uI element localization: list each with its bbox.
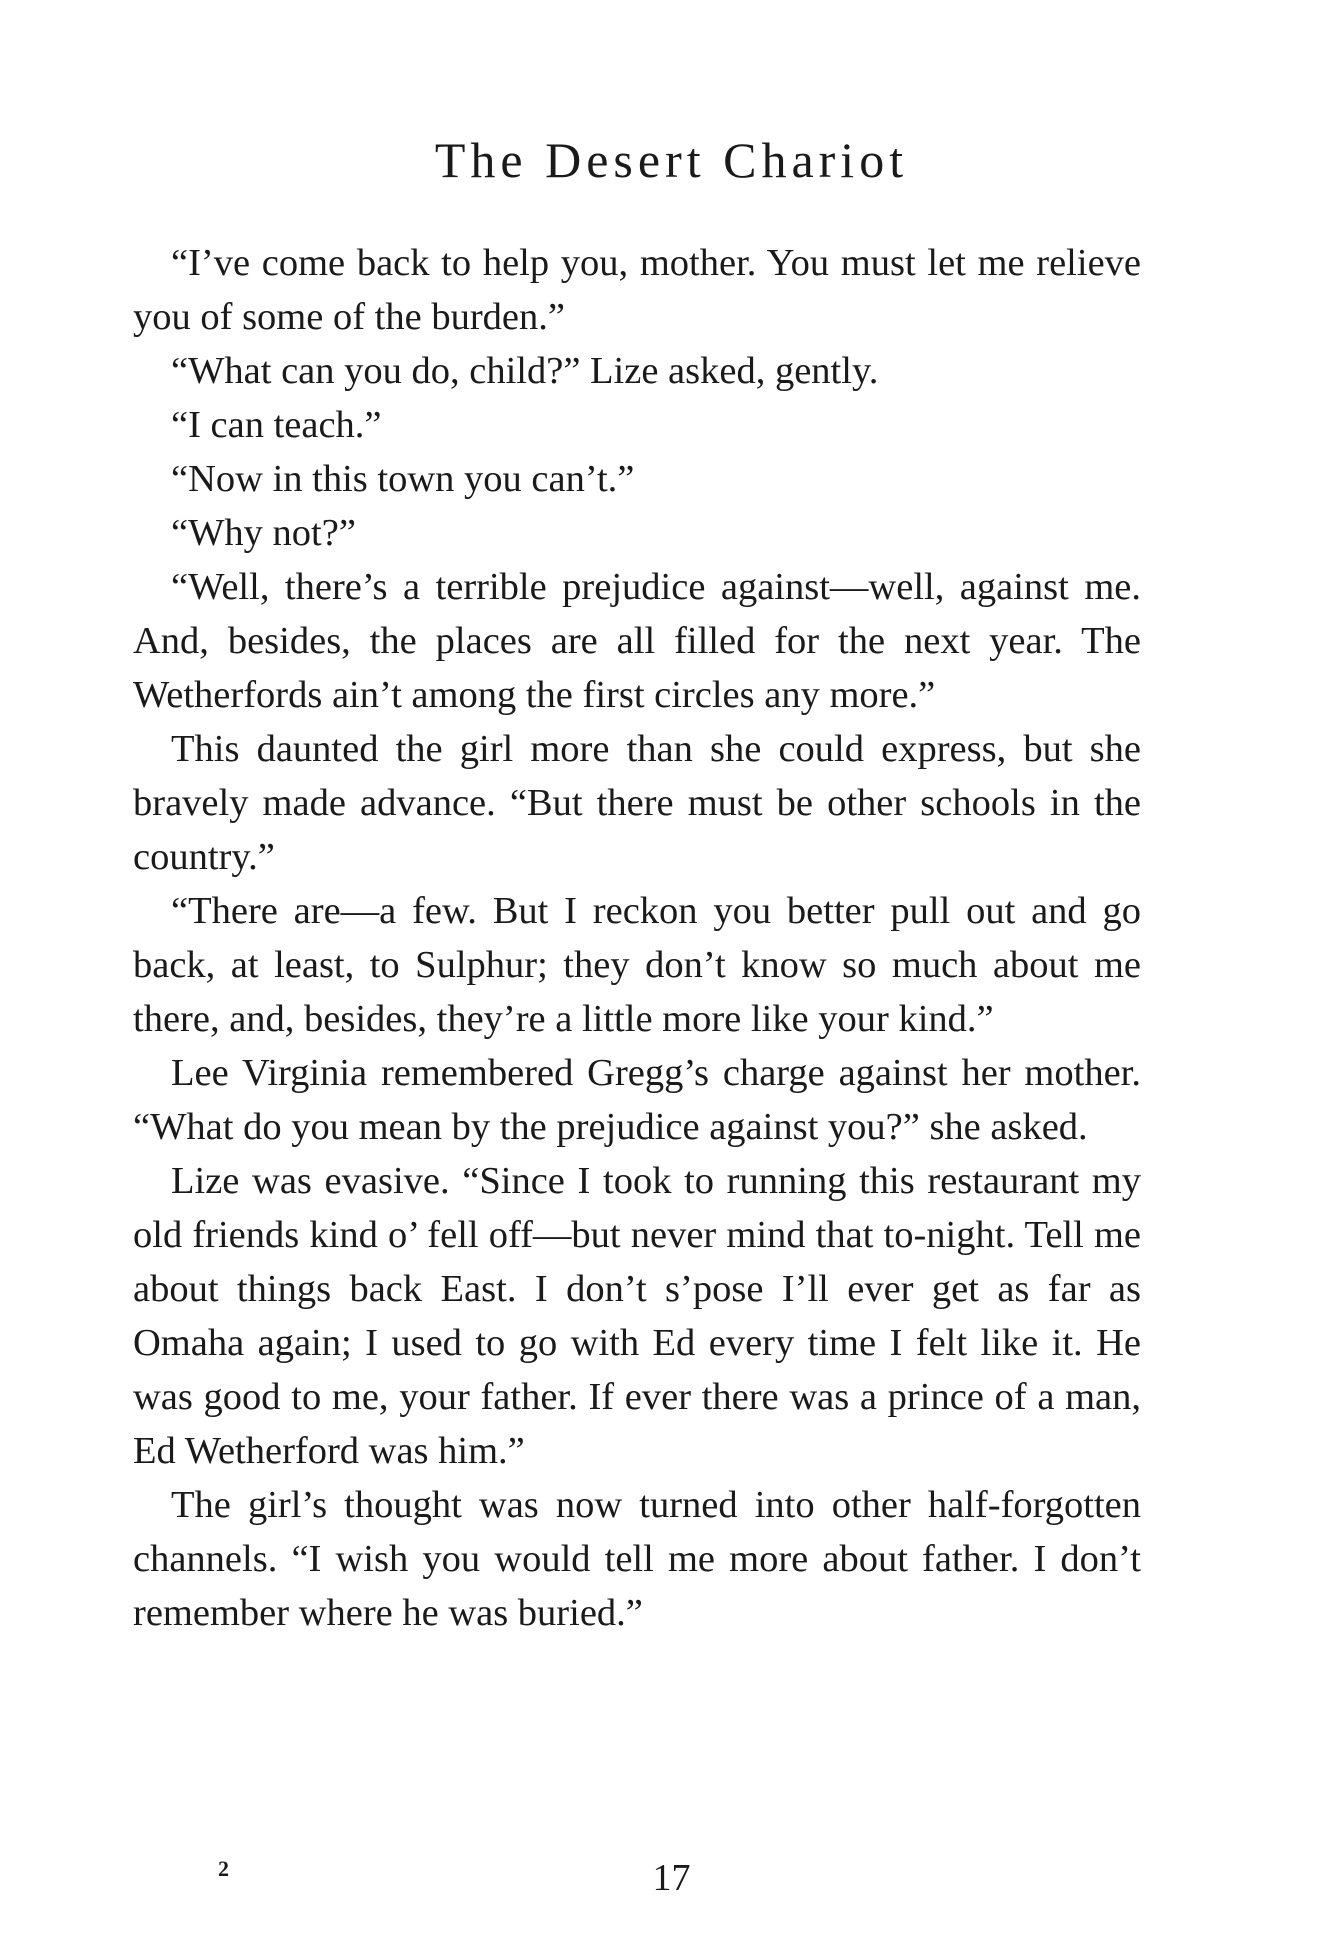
paragraph: “There are—a few. But I reckon you better pull out and go back, at least, to Sulphur; they don’t know so much about me there, and, besides, they’re a little more like your kind.”: [133, 890, 1141, 1040]
signature-mark: 2: [218, 1856, 229, 1881]
paragraph: “Why not?”: [171, 512, 356, 554]
paragraph: “I can teach.”: [171, 404, 382, 446]
paragraph: “Well, there’s a terrible prejudice against—well, against me. And, besides, the places are all filled for the next year. The Wetherfords ain’t among the first circles any more.”: [133, 566, 1141, 716]
paragraph: This daunted the girl more than she could express, but she bravely made advance. “But there must be other schools in the country.”: [133, 728, 1141, 878]
paragraph: The girl’s thought was now turned into other half-forgotten channels. “I wish you would tell me more about father. I don’t remember where he was buried.”: [133, 1484, 1141, 1634]
page-number: 17: [652, 1857, 691, 1899]
paragraph: “I’ve come back to help you, mother. You must let me relieve you of some of the burden.”: [133, 242, 1141, 338]
paragraph: “Now in this town you can’t.”: [171, 458, 635, 500]
paragraph: Lize was evasive. “Since I took to running this restaurant my old friends kind o’ fell off—but never mind that to-night. Tell me about things back East. I don’t s’pose I’ll ever get as far as Omaha again; I used to go with Ed every time I felt like it. He was good to me, your father. If ever there was a prince of a man, Ed Wetherford was him.”: [133, 1160, 1141, 1472]
paragraph: “What can you do, child?” Lize asked, gently.: [171, 350, 879, 392]
paragraph: Lee Virginia remembered Gregg’s charge against her mother. “What do you mean by the prejudice against you?” she asked.: [133, 1052, 1141, 1148]
body-text: [133, 236, 1141, 1640]
page-footer: [0, 1856, 1343, 1916]
running-title: The Desert Chariot: [434, 132, 909, 188]
